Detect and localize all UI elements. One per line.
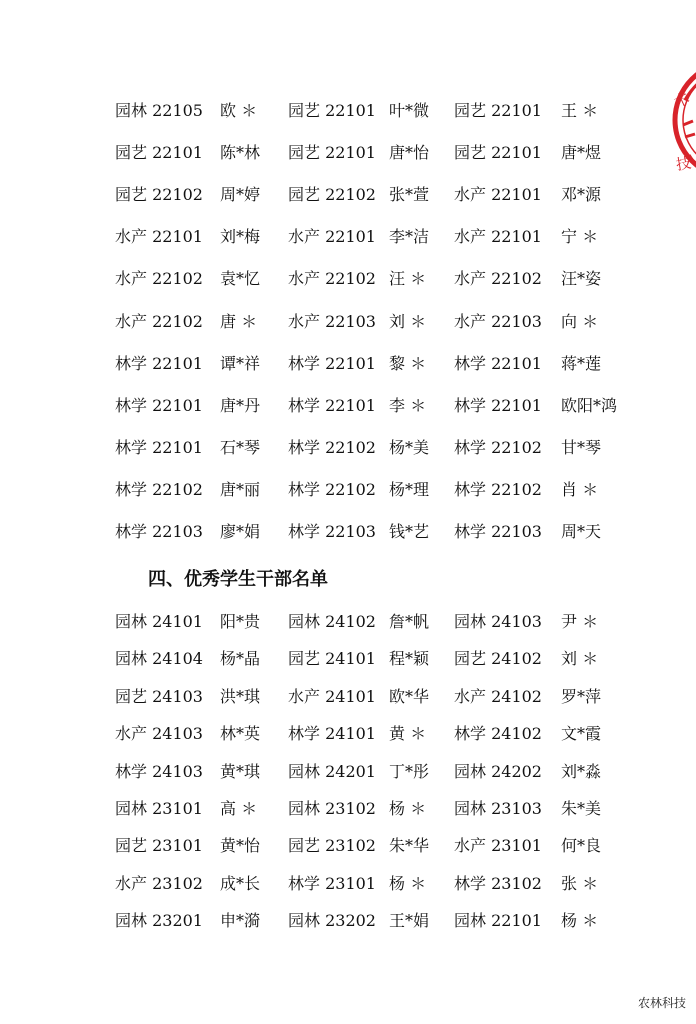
student-name-cell: 黄 ＊ [389, 724, 427, 744]
student-name-cell: 何*良 [561, 836, 602, 856]
student-name-cell: 詹*帆 [389, 612, 430, 631]
svg-text:木: 木 [671, 88, 693, 112]
class-cell: 园艺 24103 [115, 686, 203, 706]
class-cell: 园艺 24102 [454, 649, 542, 669]
student-name-cell: 廖*娟 [220, 522, 261, 541]
table-row [0, 644, 696, 674]
student-name-cell: 唐*煜 [561, 143, 602, 163]
class-cell: 水产 23101 [454, 836, 542, 856]
student-name-cell: 周*婷 [220, 185, 261, 205]
class-cell: 林学 22101 [288, 395, 376, 415]
student-name-cell: 欧阳*鸿 [561, 395, 618, 415]
class-cell: 水产 22102 [454, 269, 542, 289]
student-name-cell: 张 ＊ [561, 873, 599, 893]
section-heading: 四、优秀学生干部名单 [148, 569, 328, 590]
class-cell: 水产 24101 [288, 686, 376, 706]
class-cell: 园林 24104 [115, 649, 203, 669]
student-name-cell: 杨*晶 [220, 649, 261, 669]
table-row [0, 757, 696, 787]
class-cell: 园林 23102 [288, 799, 376, 818]
student-name-cell: 杨*美 [389, 437, 430, 457]
student-name-cell: 叶*微 [389, 101, 430, 120]
class-cell: 园艺 22102 [288, 185, 376, 205]
class-cell: 林学 22101 [288, 353, 376, 373]
class-cell: 林学 24102 [454, 724, 542, 744]
class-cell: 园林 23202 [288, 911, 376, 931]
table-row [0, 138, 696, 168]
class-cell: 林学 23101 [288, 873, 376, 893]
table-row [0, 475, 696, 505]
student-name-cell: 陈*林 [220, 143, 261, 163]
class-cell: 园林 23101 [115, 799, 203, 818]
student-name-cell: 成*长 [220, 873, 261, 893]
table-row [0, 307, 696, 337]
class-cell: 林学 22101 [115, 395, 203, 415]
student-name-cell: 唐*丽 [220, 479, 261, 499]
student-name-cell: 黄*怡 [220, 836, 261, 856]
class-cell: 园林 22105 [115, 101, 203, 120]
class-cell: 林学 22102 [454, 437, 542, 457]
class-cell: 水产 22103 [288, 311, 376, 331]
student-name-cell: 唐 ＊ [220, 311, 258, 331]
class-cell: 水产 23102 [115, 873, 203, 893]
class-cell: 园艺 23102 [288, 836, 376, 856]
student-name-cell: 谭*祥 [220, 353, 261, 373]
table-row [0, 719, 696, 749]
class-cell: 园林 22101 [454, 911, 542, 931]
class-cell: 林学 22103 [454, 522, 542, 541]
table-row [0, 96, 696, 126]
student-name-cell: 刘 ＊ [561, 649, 599, 669]
red-seal-stamp [663, 45, 696, 195]
class-cell: 水产 22101 [454, 185, 542, 205]
class-cell: 园艺 22101 [288, 143, 376, 163]
student-name-cell: 张*萱 [389, 185, 430, 205]
student-name-cell: 汪*姿 [561, 269, 602, 289]
student-name-cell: 周*天 [561, 522, 602, 541]
class-cell: 园林 24202 [454, 761, 542, 781]
svg-text:技: 技 [674, 153, 693, 174]
class-cell: 园艺 24101 [288, 649, 376, 669]
class-cell: 林学 22103 [288, 522, 376, 541]
student-name-cell: 洪*琪 [220, 686, 261, 706]
class-cell: 林学 22102 [454, 479, 542, 499]
table-row [0, 607, 696, 637]
student-name-cell: 申*漪 [220, 911, 261, 931]
table-row [0, 831, 696, 861]
student-name-cell: 袁*忆 [220, 269, 261, 289]
class-cell: 林学 22101 [454, 395, 542, 415]
table-row [0, 349, 696, 379]
student-name-cell: 欧*华 [389, 686, 430, 706]
class-cell: 园林 24201 [288, 761, 376, 781]
student-name-cell: 汪 ＊ [389, 269, 427, 289]
student-name-cell: 朱*美 [561, 799, 602, 818]
table-row [0, 433, 696, 463]
class-cell: 林学 22101 [115, 353, 203, 373]
class-cell: 园林 23103 [454, 799, 542, 818]
student-name-cell: 朱*华 [389, 836, 430, 856]
class-cell: 水产 22102 [115, 269, 203, 289]
student-name-cell: 邓*源 [561, 185, 602, 205]
class-cell: 水产 24102 [454, 686, 542, 706]
table-row [0, 264, 696, 294]
class-cell: 园艺 22101 [288, 101, 376, 120]
student-name-cell: 宁 ＊ [561, 227, 599, 247]
student-name-cell: 甘*琴 [561, 437, 602, 457]
student-name-cell: 李 ＊ [389, 395, 427, 415]
class-cell: 园艺 22101 [454, 101, 542, 120]
class-cell: 园艺 22101 [115, 143, 203, 163]
class-cell: 水产 22102 [115, 311, 203, 331]
student-name-cell: 程*颖 [389, 649, 430, 669]
student-name-cell: 唐*丹 [220, 395, 261, 415]
table-row [0, 391, 696, 421]
student-name-cell: 石*琴 [220, 437, 261, 457]
class-cell: 水产 22101 [288, 227, 376, 247]
student-name-cell: 李*洁 [389, 227, 430, 247]
class-cell: 林学 22101 [115, 437, 203, 457]
student-name-cell: 杨*理 [389, 479, 430, 499]
student-name-cell: 王*娟 [389, 911, 430, 931]
class-cell: 林学 22102 [115, 479, 203, 499]
class-cell: 林学 22102 [288, 437, 376, 457]
class-cell: 林学 24101 [288, 724, 376, 744]
table-row [0, 517, 696, 547]
class-cell: 园林 23201 [115, 911, 203, 931]
student-name-cell: 高 ＊ [220, 799, 258, 818]
student-name-cell: 杨 ＊ [561, 911, 599, 931]
class-cell: 林学 23102 [454, 873, 542, 893]
student-name-cell: 阳*贵 [220, 612, 261, 631]
student-name-cell: 肖 ＊ [561, 479, 599, 499]
student-name-cell: 刘 ＊ [389, 311, 427, 331]
table-row [0, 794, 696, 824]
student-name-cell: 林*英 [220, 724, 261, 744]
class-cell: 园林 24101 [115, 612, 203, 631]
class-cell: 园艺 22101 [454, 143, 542, 163]
student-name-cell: 杨 ＊ [389, 873, 427, 893]
table-row [0, 682, 696, 712]
footer-brand: 农林科技 [637, 996, 686, 1010]
class-cell: 水产 22101 [454, 227, 542, 247]
table-row [0, 222, 696, 252]
student-name-cell: 王 ＊ [561, 101, 599, 120]
table-row [0, 869, 696, 899]
class-cell: 林学 22103 [115, 522, 203, 541]
student-name-cell: 刘*梅 [220, 227, 261, 247]
student-name-cell: 唐*怡 [389, 143, 430, 163]
table-row [0, 906, 696, 936]
student-name-cell: 欧 ＊ [220, 101, 258, 120]
student-name-cell: 向 ＊ [561, 311, 599, 331]
class-cell: 林学 24103 [115, 761, 203, 781]
class-cell: 园林 24102 [288, 612, 376, 631]
class-cell: 园艺 22102 [115, 185, 203, 205]
student-name-cell: 刘*淼 [561, 761, 602, 781]
class-cell: 林学 22102 [288, 479, 376, 499]
class-cell: 水产 22103 [454, 311, 542, 331]
student-name-cell: 文*霞 [561, 724, 602, 744]
student-name-cell: 丁*彤 [389, 761, 430, 781]
student-name-cell: 杨 ＊ [389, 799, 427, 818]
student-name-cell: 黄*琪 [220, 761, 261, 781]
class-cell: 园艺 23101 [115, 836, 203, 856]
student-name-cell: 钱*艺 [389, 522, 430, 541]
student-name-cell: 黎 ＊ [389, 353, 427, 373]
student-name-cell: 蒋*莲 [561, 353, 602, 373]
class-cell: 园林 24103 [454, 612, 542, 631]
table-row [0, 180, 696, 210]
student-name-cell: 尹 ＊ [561, 612, 599, 631]
class-cell: 水产 22102 [288, 269, 376, 289]
class-cell: 水产 24103 [115, 724, 203, 744]
class-cell: 林学 22101 [454, 353, 542, 373]
student-name-cell: 罗*萍 [561, 686, 602, 706]
class-cell: 水产 22101 [115, 227, 203, 247]
